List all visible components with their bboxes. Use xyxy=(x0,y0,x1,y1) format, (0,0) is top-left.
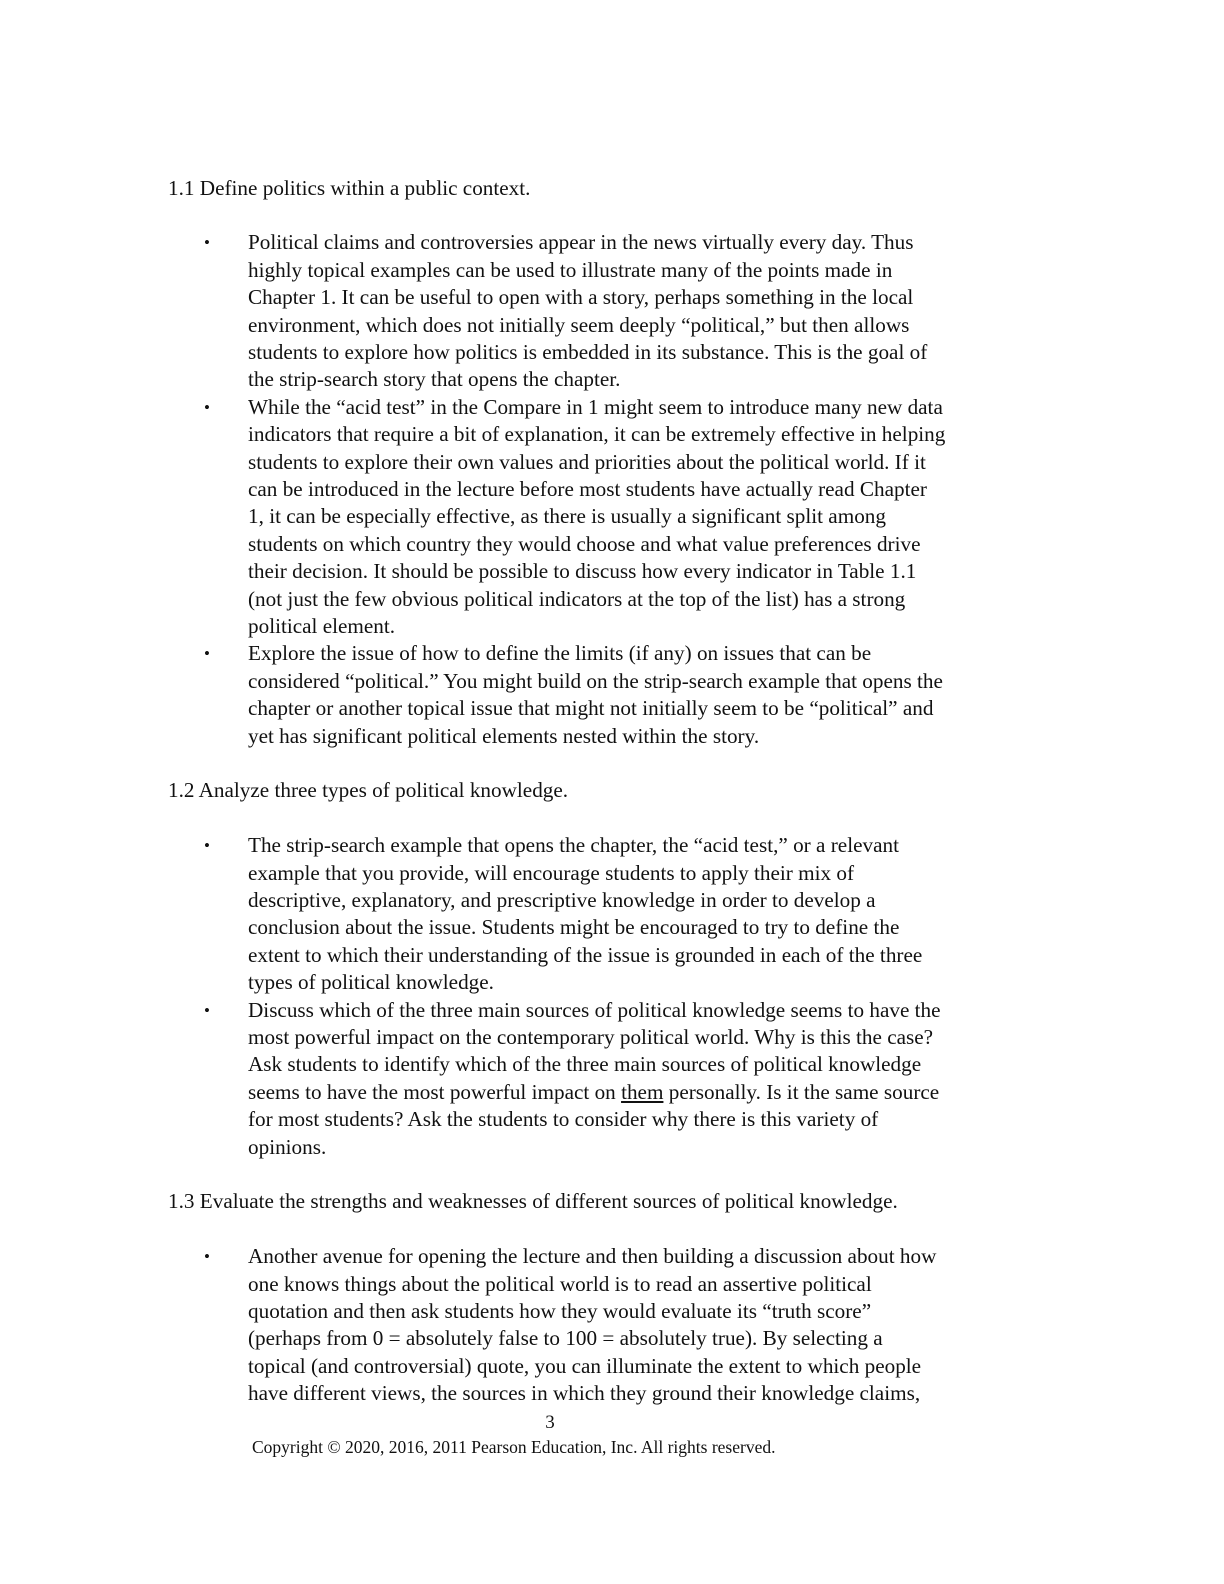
bullet-text-line: students on which country they would choose and what value preferences drive xyxy=(248,531,921,556)
bullet-text-line: Ask students to identify which of the three main sources of political knowledge xyxy=(248,1052,922,1077)
bullet-text-line: considered “political.” You might build on the strip-search example that opens the xyxy=(248,668,943,693)
bullet-text-line: quotation and then ask students how they would evaluate its “truth score” xyxy=(248,1298,872,1323)
bullet-text-line: students to explore their own values and priorities about the political world. If it xyxy=(248,449,926,474)
bullet-text-line: yet has significant political elements nested within the story. xyxy=(248,723,760,748)
bullet-text-line: Explore the issue of how to define the limits (if any) on issues that can be xyxy=(248,641,872,666)
bullet-text-line: seems to have the most powerful impact on them personally. Is it the same source xyxy=(248,1079,940,1104)
bullet-text-line: the strip-search story that opens the chapter. xyxy=(248,367,621,392)
bullet-text-line: example that you provide, will encourage students to apply their mix of xyxy=(248,860,855,885)
section-heading: 1.1 Define politics within a public context. xyxy=(168,175,531,200)
section-heading: 1.3 Evaluate the strengths and weaknesses of different sources of political knowledge. xyxy=(168,1189,898,1214)
bullet-text-line: can be introduced in the lecture before most students have actually read Chapter xyxy=(248,476,927,501)
bullet-text-line: Discuss which of the three main sources of political knowledge seems to have the xyxy=(248,997,941,1022)
bullet-text-line: chapter or another topical issue that might not initially seem to be “political” and xyxy=(248,696,934,721)
bullet-icon: • xyxy=(204,397,210,417)
bullet-text-line: environment, which does not initially seem deeply “political,” but then allows xyxy=(248,312,910,337)
bullet-icon: • xyxy=(204,233,210,253)
bullet-text-line: 1, it can be especially effective, as there is usually a significant split among xyxy=(248,504,886,529)
bullet-text-line: students to explore how politics is embedded in its substance. This is the goal of xyxy=(248,339,928,364)
bullet-text-line: Political claims and controversies appear in the news virtually every day. Thus xyxy=(248,230,914,255)
bullet-text-line: extent to which their understanding of the issue is grounded in each of the three xyxy=(248,942,923,967)
bullet-text-line: (not just the few obvious political indicators at the top of the list) has a strong xyxy=(248,586,906,611)
bullet-text-line: topical (and controversial) quote, you can illuminate the extent to which people xyxy=(248,1353,922,1378)
bullet-icon: • xyxy=(204,836,210,856)
bullet-text-line: conclusion about the issue. Students might be encouraged to try to define the xyxy=(248,915,900,940)
bullet-text-line: for most students? Ask the students to consider why there is this variety of xyxy=(248,1107,879,1132)
bullet-text-line: Chapter 1. It can be useful to open with a story, perhaps something in the local xyxy=(248,285,914,310)
bullet-text-line: have different views, the sources in which they ground their knowledge claims, xyxy=(248,1381,921,1406)
bullet-icon: • xyxy=(204,1247,210,1267)
copyright-notice: Copyright © 2020, 2016, 2011 Pearson Education, Inc. All rights reserved. xyxy=(252,1437,776,1457)
page-number: 3 xyxy=(545,1412,555,1433)
bullet-icon: • xyxy=(204,644,210,664)
bullet-text-line: While the “acid test” in the Compare in 1 might seem to introduce many new data xyxy=(248,394,943,419)
bullet-icon: • xyxy=(204,1000,210,1020)
bullet-text-line: most powerful impact on the contemporary political world. Why is this the case? xyxy=(248,1024,934,1049)
bullet-text-line: types of political knowledge. xyxy=(248,970,494,995)
bullet-text-line: political element. xyxy=(248,613,396,638)
bullet-text-line: (perhaps from 0 = absolutely false to 100 = absolutely true). By selecting a xyxy=(248,1326,883,1351)
bullet-text-line: one knows things about the political world is to read an assertive political xyxy=(248,1271,872,1296)
bullet-text-line: their decision. It should be possible to discuss how every indicator in Table 1.1 xyxy=(248,559,917,584)
bullet-text-line: opinions. xyxy=(248,1134,327,1159)
bullet-text-line: highly topical examples can be used to illustrate many of the points made in xyxy=(248,257,893,282)
bullet-text-line: indicators that require a bit of explanation, it can be extremely effective in helping xyxy=(248,422,946,447)
section-heading: 1.2 Analyze three types of political knowledge. xyxy=(168,778,569,803)
underlined-emphasis: them xyxy=(621,1079,664,1104)
bullet-text-line: The strip-search example that opens the chapter, the “acid test,” or a relevant xyxy=(248,833,899,858)
bullet-text-line: descriptive, explanatory, and prescriptive knowledge in order to develop a xyxy=(248,887,876,912)
bullet-text-line: Another avenue for opening the lecture and then building a discussion about how xyxy=(248,1244,937,1269)
